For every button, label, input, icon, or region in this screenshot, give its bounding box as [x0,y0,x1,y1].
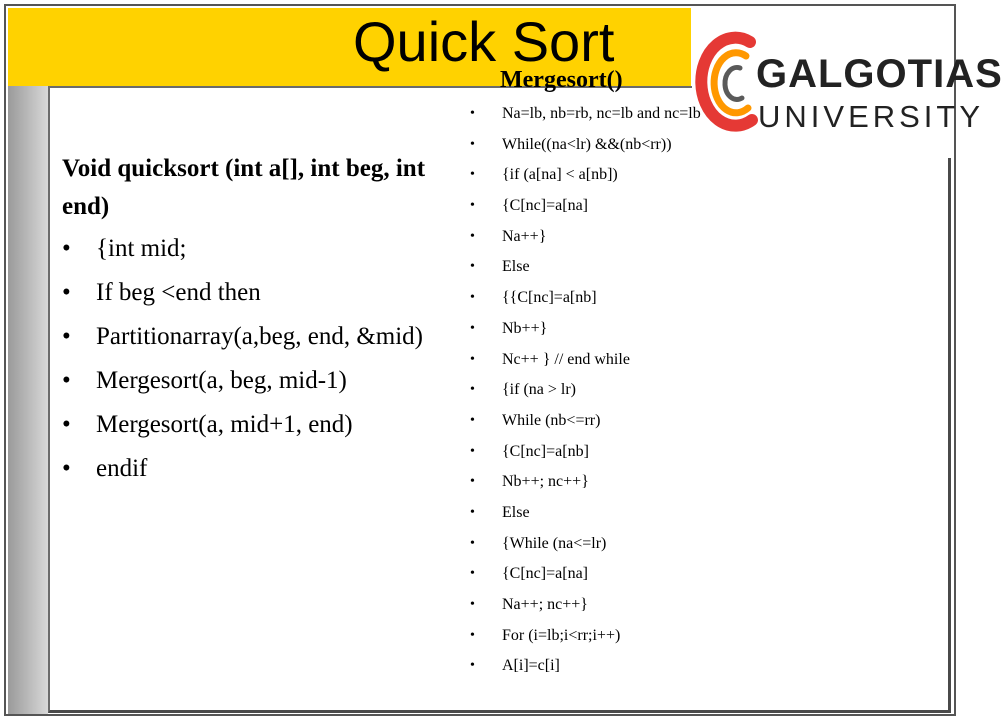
bullet-icon: • [470,198,475,214]
list-item-text: Nb++} [502,319,548,337]
bullet-icon: • [470,597,475,612]
mergesort-list [470,104,790,687]
list-item-text: Else [502,258,530,276]
list-item-text: {C[nc]=a[na] [502,197,588,215]
list-item-text: Partitionarray(a,beg, end, &mid) [96,323,423,350]
list-item-text: Nb++; nc++} [502,473,589,491]
list-item [470,626,790,657]
bullet-icon: • [470,320,475,336]
list-item-text: Na++; nc++} [502,596,588,613]
list-item [470,165,790,196]
list-item-text: While (nb<=rr) [502,411,601,429]
bullet-icon: • [62,411,71,438]
list-item [470,595,790,626]
list-item [470,564,790,595]
mergesort-heading: Mergesort() [500,67,623,93]
list-item [62,454,442,484]
list-item-text: endif [96,455,148,482]
list-item [62,410,442,440]
list-item-text: {{C[nc]=a[nb] [502,289,597,307]
slide-title: Quick Sort [353,10,615,73]
list-item-text: Na=lb, nb=rb, nc=lb and nc=lb [502,105,701,122]
quicksort-heading: Void quicksort (int a[], int beg, int end) [62,155,426,220]
bullet-icon: • [62,323,71,350]
list-item-text: {if (na > lr) [502,381,577,399]
list-item-text: {int mid; [96,235,187,262]
list-item [470,656,790,687]
list-item-text: Na++} [502,227,547,245]
list-item-text: If beg <end then [96,279,261,306]
list-item-text: For (i=lb;i<rr;i++) [502,626,621,644]
list-item [470,104,790,135]
bullet-icon: • [470,566,475,582]
list-item [470,257,790,288]
list-item [62,366,442,396]
bullet-icon: • [62,235,71,262]
bullet-icon: • [470,259,475,275]
list-item [470,503,790,534]
list-item-text: While((na<lr) &&(nb<rr)) [502,135,672,153]
list-item-text: Mergesort(a, mid+1, end) [96,411,353,438]
bullet-icon: • [470,167,475,183]
list-item [470,442,790,473]
list-item-text: Mergesort(a, beg, mid-1) [96,367,347,394]
quicksort-column [62,150,442,498]
list-item [470,534,790,565]
list-item [62,278,442,308]
bullet-icon: • [470,443,475,459]
bullet-icon: • [470,535,475,551]
bullet-icon: • [470,504,475,520]
list-item-text: {if (a[na] < a[nb]) [502,166,618,184]
list-item-text: {C[nc]=a[nb] [502,442,589,460]
list-item [470,319,790,350]
list-item [470,288,790,319]
bullet-icon: • [62,367,71,394]
bullet-icon: • [62,455,71,482]
list-item [470,227,790,258]
bullet-icon: • [470,228,475,244]
list-item [62,322,442,352]
bullet-icon: • [470,136,475,152]
bullet-icon: • [470,106,475,121]
bullet-icon: • [470,382,475,398]
list-item [62,234,442,264]
list-item [470,411,790,442]
bullet-icon: • [470,658,475,674]
bullet-icon: • [470,351,475,367]
list-item [470,135,790,166]
logo-subtitle: UNIVERSITY [758,99,985,134]
list-item [470,350,790,381]
list-item-text: {While (na<=lr) [502,534,607,552]
bullet-icon: • [470,627,475,643]
list-item-text: Nc++ } // end while [502,350,630,368]
mergesort-column [470,66,790,687]
bullet-icon: • [470,290,475,306]
bullet-icon: • [470,474,475,490]
list-item [470,196,790,227]
logo-name: GALGOTIAS [756,52,1003,96]
quicksort-list [62,234,442,484]
bullet-icon: • [470,412,475,428]
list-item [470,472,790,503]
list-item-text: A[i]=c[i] [502,657,560,675]
list-item-text: Else [502,503,530,521]
list-item-text: {C[nc]=a[na] [502,565,588,583]
list-item [470,380,790,411]
bullet-icon: • [62,279,71,306]
